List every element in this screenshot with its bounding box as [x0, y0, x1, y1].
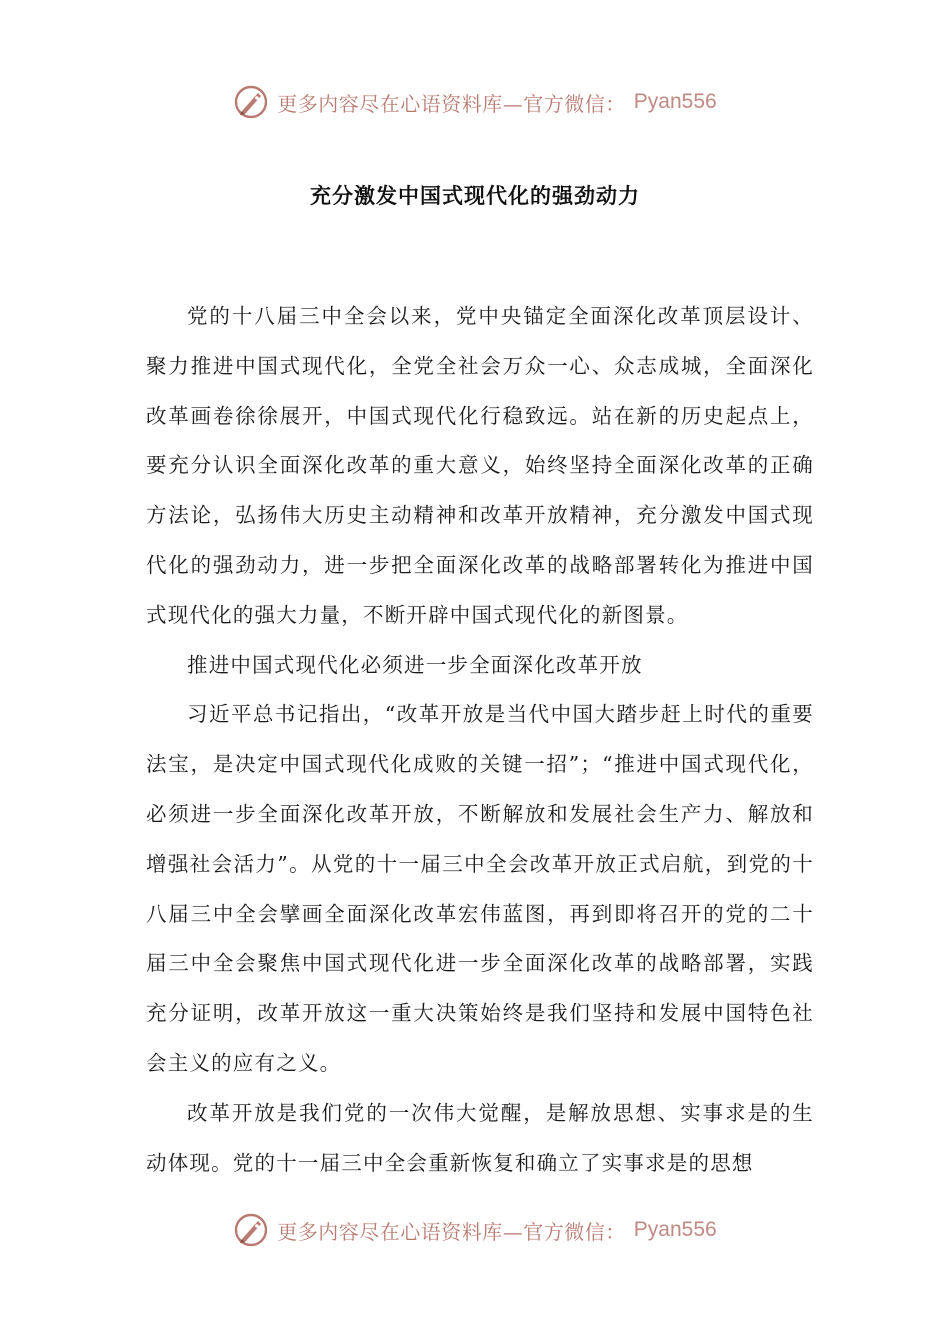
body-paragraph: 改革开放是我们党的一次伟大觉醒，是解放思想、实事求是的生动体现。党的十一届三中全会重新恢复和确立了实事求是的思想 — [146, 1100, 814, 1175]
watermark-text: 更多内容尽在心语资料库—官方微信： — [277, 91, 626, 116]
watermark-text: 更多内容尽在心语资料库—官方微信： — [277, 1219, 626, 1244]
section-heading: 推进中国式现代化必须进一步全面深化改革开放 — [187, 652, 643, 677]
footer-watermark — [0, 1210, 950, 1250]
header-watermark — [0, 82, 950, 122]
pen-logo-icon — [233, 84, 269, 120]
document-title: 充分激发中国式现代化的强劲动力 — [310, 184, 640, 208]
body-paragraph: 党的十八届三中全会以来，党中央锚定全面深化改革顶层设计、聚力推进中国式现代化，全党全社会万众一心、众志成城，全面深化改革画卷徐徐展开，中国式现代化行稳致远。站在新的历史起点上，要充分认识全面深化改革的重大意义，始终坚持全面深化改革的正确方法论，弘扬伟大历史主动精神和改革开放精神，充分激发中国式现代化的强劲动力，进一步把全面深化改革的战略部署转化为推进中国式现代化的强大力量，不断开辟中国式现代化的新图景。 — [146, 304, 814, 627]
watermark-handle: Pyan556 — [633, 90, 717, 113]
body-paragraph: 习近平总书记指出，“改革开放是当代中国大踏步赶上时代的重要法宝，是决定中国式现代化成败的关键一招”；“推进中国式现代化，必须进一步全面深化改革开放，不断解放和发展社会生产力、解放和增强社会活力”。从党的十一届三中全会改革开放正式启航，到党的十八届三中全会擘画全面深化改革宏伟蓝图，再到即将召开的党的二十届三中全会聚焦中国式现代化进一步全面深化改革的战略部署，实践充分证明，改革开放这一重大决策始终是我们坚持和发展中国特色社会主义的应有之义。 — [146, 702, 814, 1075]
watermark-handle: Pyan556 — [633, 1218, 717, 1241]
pen-logo-icon — [233, 1212, 269, 1248]
document-body — [146, 292, 814, 1188]
